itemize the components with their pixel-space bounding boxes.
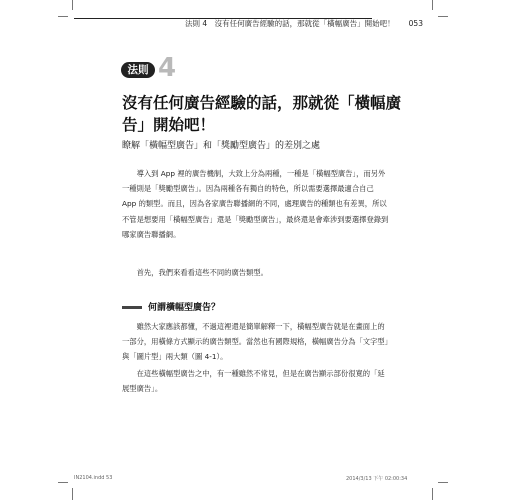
crop-mark-left-top [58,16,68,17]
crop-mark-top-left [72,0,73,10]
rule-number: 4 [158,53,177,83]
section-heading-text: 何謂橫幅型廣告？ [148,303,221,313]
header-chapter: 法則 4 沒有任何廣告經驗的話，那就從「橫幅廣告」開始吧！ [185,19,395,28]
rule-badge: 法則 [121,62,155,78]
crop-mark-bottom-left [72,488,73,500]
crop-mark-bottom-right [432,488,433,500]
section-paragraph-2: 在這些橫幅型廣告之中，有一種雖然不常見，但是在廣告顯示部份很寬的「延展型廣告」。 [122,369,385,394]
crop-mark-right-top [438,16,448,17]
section-paragraph-1: 雖然大家應該都懂，不過這裡還是簡單解釋一下，橫幅型廣告就是在畫面上的一部分，用橫條方式顯示的廣告類型。當然也有國際規格，橫幅廣告分為「文字型」與「圖片型」兩大類（圖 4-1）。 [122,322,389,362]
section-heading-bar [122,306,142,309]
chapter-title: 沒有任何廣告經驗的話，那就從「橫幅廣告」開始吧！ [122,94,402,134]
footer-file-slug: IN2104.indd 53 [74,475,113,481]
section-heading [122,300,220,313]
crop-mark-top-right [432,0,433,10]
body-paragraph-2: 首先，我們來看看這些不同的廣告類型。 [136,268,268,277]
chapter-subtitle: 瞭解「橫幅型廣告」和「獎勵型廣告」的差別之處 [122,141,321,151]
footer-timestamp: 2014/3/13 下午 02:00:34 [346,476,408,482]
crop-mark-left-bottom [58,482,68,483]
running-header [185,18,423,29]
header-page-number: 053 [408,19,423,28]
body-paragraph-1: 導入到 App 裡的廣告機制，大致上分為兩種，一種是「橫幅型廣告」，而另外一種則是「獎勵型廣告」。因為兩種各有獨自的特色，所以需要選擇最適合自己 App 的類型。而且，因為各家廣告聯播網的不同，處理廣告的種類也有差異，所以不管是想要用「橫幅型廣告」還是「獎勵型廣告」，最終還是會牽涉到要選擇登錄到哪家廣告聯播網。 [122,169,389,239]
crop-mark-right-bottom [438,482,448,483]
